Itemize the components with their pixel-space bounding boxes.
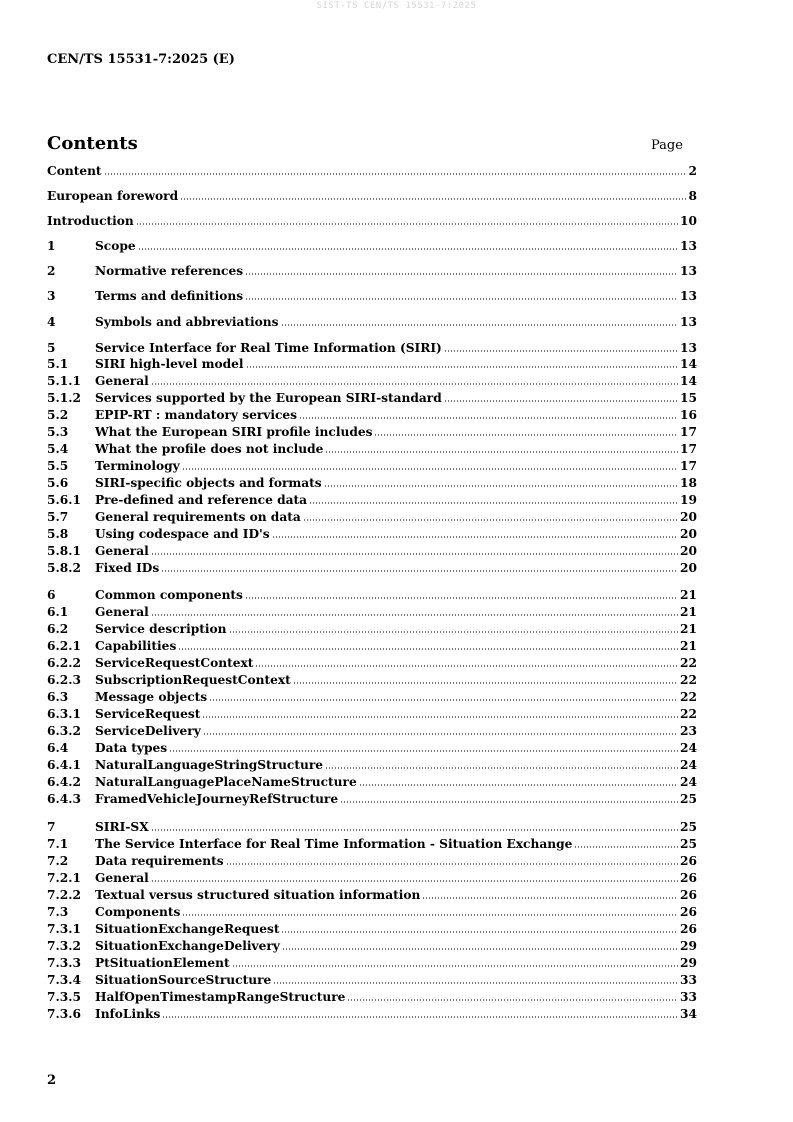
toc-entry-number: 5.6 — [47, 476, 69, 490]
page-column-label: Page — [651, 138, 683, 153]
toc-entry-title: General requirements on data — [95, 510, 301, 524]
toc-entry-page: 20 — [680, 510, 697, 524]
toc-entry-page: 25 — [680, 792, 697, 806]
toc-entry[interactable] — [47, 238, 697, 254]
toc-entry-title: General — [95, 544, 149, 558]
toc-dot-leader — [255, 656, 678, 667]
toc-entry-number: 5.6.1 — [47, 493, 81, 507]
watermark: SIST-TS CEN/TS 15531-7:2025 — [316, 1, 477, 11]
toc-entry-page: 26 — [680, 922, 697, 936]
toc-entry-page: 24 — [680, 758, 697, 772]
toc-entry-number: 3 — [47, 289, 56, 303]
toc-entry[interactable] — [47, 441, 697, 457]
toc-entry-number: 5.3 — [47, 425, 69, 439]
toc-entry-page: 13 — [680, 315, 697, 329]
toc-entry-title: Terms and definitions — [95, 289, 244, 303]
toc-entry-number: 6.4 — [47, 741, 69, 755]
toc-entry[interactable] — [47, 407, 697, 423]
toc-entry-page: 33 — [680, 973, 697, 987]
toc-entry-title: ServiceDelivery — [95, 724, 201, 738]
toc-entry-title: Service description — [95, 622, 227, 636]
toc-entry-number: 4 — [47, 315, 56, 329]
toc-entry-page: 21 — [680, 639, 697, 653]
toc-entry[interactable] — [47, 621, 697, 637]
toc-entry[interactable] — [47, 819, 697, 835]
toc-entry-number: 6 — [47, 588, 56, 602]
toc-entry-number: 7.2.1 — [47, 871, 81, 885]
toc-entry[interactable] — [47, 757, 697, 773]
toc-entry-title: ServiceRequest — [95, 707, 201, 721]
toc-entry-page: 25 — [680, 837, 697, 851]
toc-dot-leader — [232, 956, 678, 967]
toc-entry[interactable] — [47, 870, 697, 886]
toc-dot-leader — [229, 622, 679, 633]
toc-dot-leader — [359, 775, 678, 786]
toc-dot-leader — [324, 476, 678, 487]
toc-dot-leader — [182, 905, 678, 916]
toc-entry[interactable] — [47, 288, 697, 304]
toc-entry-number: 7.3.2 — [47, 939, 81, 953]
toc-entry[interactable] — [47, 740, 697, 756]
toc-entry-number: 7 — [47, 820, 56, 834]
toc-entry-title: Content — [47, 164, 102, 178]
toc-entry[interactable] — [47, 543, 697, 559]
toc-entry-number: 6.2.1 — [47, 639, 81, 653]
toc-dot-leader — [374, 425, 678, 436]
toc-entry-title: Pre-defined and reference data — [95, 493, 308, 507]
toc-entry-title: What the profile does not include — [95, 442, 324, 456]
toc-entry[interactable] — [47, 836, 697, 852]
toc-dot-leader — [281, 922, 678, 933]
toc-entry-page: 21 — [680, 622, 697, 636]
toc-entry-title: InfoLinks — [95, 1007, 161, 1021]
toc-entry-page: 17 — [680, 459, 697, 473]
toc-entry[interactable] — [47, 904, 697, 920]
toc-dot-leader — [340, 792, 678, 803]
toc-entry-number: 5.5 — [47, 459, 69, 473]
toc-entry[interactable] — [47, 587, 697, 603]
toc-entry[interactable] — [47, 638, 697, 654]
toc-entry-number: 6.2.3 — [47, 673, 81, 687]
toc-entry-number: 7.1 — [47, 837, 69, 851]
toc-entry-number: 6.1 — [47, 605, 69, 619]
toc-dot-leader — [245, 289, 678, 300]
toc-entry-page: 20 — [680, 544, 697, 558]
toc-entry-page: 17 — [680, 442, 697, 456]
toc-entry-page: 16 — [680, 408, 697, 422]
toc-entry-title: Service Interface for Real Time Information (SIRI) — [95, 341, 442, 355]
toc-dot-leader — [325, 758, 678, 769]
toc-entry-title: SubscriptionRequestContext — [95, 673, 291, 687]
toc-dot-leader — [273, 973, 678, 984]
toc-entry-number: 1 — [47, 239, 56, 253]
toc-dot-leader — [180, 189, 686, 200]
toc-entry[interactable] — [47, 989, 697, 1005]
toc-dot-leader — [151, 605, 678, 616]
toc-entry-page: 26 — [680, 871, 697, 885]
toc-entry-page: 8 — [688, 189, 697, 203]
toc-entry[interactable] — [47, 356, 697, 372]
toc-dot-leader — [281, 315, 679, 326]
toc-entry-number: 6.4.2 — [47, 775, 81, 789]
toc-entry-page: 24 — [680, 741, 697, 755]
toc-entry[interactable] — [47, 604, 697, 620]
toc-entry-title: Using codespace and ID's — [95, 527, 270, 541]
toc-dot-leader — [169, 741, 678, 752]
toc-entry-page: 17 — [680, 425, 697, 439]
toc-dot-leader — [209, 690, 678, 701]
toc-entry-page: 24 — [680, 775, 697, 789]
toc-entry-number: 5.1.2 — [47, 391, 81, 405]
toc-entry[interactable] — [47, 314, 697, 330]
toc-entry-title: SIRI-specific objects and formats — [95, 476, 322, 490]
toc-entry-number: 7.3.4 — [47, 973, 81, 987]
toc-entry-title: Data types — [95, 741, 168, 755]
toc-entry-page: 34 — [680, 1007, 697, 1021]
toc-entry-title: Services supported by the European SIRI-standard — [95, 391, 442, 405]
toc-dot-leader — [226, 854, 678, 865]
toc-entry-page: 26 — [680, 854, 697, 868]
toc-dot-leader — [574, 837, 678, 848]
toc-dot-leader — [309, 493, 678, 504]
toc-entry-page: 26 — [680, 905, 697, 919]
toc-entry[interactable] — [47, 921, 697, 937]
toc-dot-leader — [303, 510, 678, 521]
toc-entry-number: 7.3.1 — [47, 922, 81, 936]
toc-entry-number: 5.4 — [47, 442, 69, 456]
toc-entry-number: 5.2 — [47, 408, 69, 422]
toc-entry-number: 7.2.2 — [47, 888, 81, 902]
toc-entry[interactable] — [47, 188, 697, 204]
toc-entry-page: 22 — [680, 707, 697, 721]
toc-dot-leader — [444, 391, 678, 402]
toc-entry-title: ServiceRequestContext — [95, 656, 254, 670]
toc-entry-page: 15 — [680, 391, 697, 405]
toc-dot-leader — [245, 264, 678, 275]
toc-dot-leader — [162, 1007, 678, 1018]
toc-entry-page: 29 — [680, 939, 697, 953]
toc-entry[interactable] — [47, 492, 697, 508]
toc-entry[interactable] — [47, 163, 697, 179]
toc-entry[interactable] — [47, 723, 697, 739]
toc-dot-leader — [325, 442, 678, 453]
toc-dot-leader — [151, 374, 678, 385]
page-number: 2 — [47, 1073, 57, 1088]
toc-entry-number: 6.4.1 — [47, 758, 81, 772]
toc-entry-number: 7.2 — [47, 854, 69, 868]
toc-dot-leader — [245, 588, 678, 599]
toc-dot-leader — [282, 939, 678, 950]
toc-dot-leader — [347, 990, 678, 1001]
toc-dot-leader — [293, 673, 678, 684]
toc-entry-page: 13 — [680, 264, 697, 278]
toc-dot-leader — [151, 871, 678, 882]
toc-entry-page: 23 — [680, 724, 697, 738]
toc-entry[interactable] — [47, 390, 697, 406]
toc-entry-title: SituationExchangeRequest — [95, 922, 280, 936]
toc-entry-number: 5.1.1 — [47, 374, 81, 388]
toc-entry[interactable] — [47, 853, 697, 869]
toc-entry-title: Symbols and abbreviations — [95, 315, 279, 329]
toc-entry-number: 5.8.1 — [47, 544, 81, 558]
toc-entry-page: 13 — [680, 289, 697, 303]
toc-entry[interactable] — [47, 774, 697, 790]
toc-entry-number: 7.3 — [47, 905, 69, 919]
toc-entry-page: 29 — [680, 956, 697, 970]
toc-entry[interactable] — [47, 1006, 697, 1022]
toc-entry[interactable] — [47, 955, 697, 971]
toc-entry-page: 10 — [680, 214, 697, 228]
toc-entry-title: The Service Interface for Real Time Information - Situation Exchange — [95, 837, 573, 851]
toc-entry-page: 14 — [680, 374, 697, 388]
toc-entry-page: 25 — [680, 820, 697, 834]
toc-entry-title: NaturalLanguagePlaceNameStructure — [95, 775, 357, 789]
toc-entry-title: NaturalLanguageStringStructure — [95, 758, 324, 772]
toc-entry-page: 20 — [680, 561, 697, 575]
toc-dot-leader — [104, 164, 687, 175]
toc-entry-number: 5 — [47, 341, 56, 355]
toc-entry-page: 22 — [680, 690, 697, 704]
toc-entry-page: 22 — [680, 656, 697, 670]
toc-entry[interactable] — [47, 475, 697, 491]
toc-dot-leader — [136, 214, 678, 225]
toc-entry-title: General — [95, 871, 149, 885]
toc-entry[interactable] — [47, 887, 697, 903]
toc-entry[interactable] — [47, 706, 697, 722]
toc-dot-leader — [178, 639, 678, 650]
toc-entry-title: Data requirements — [95, 854, 224, 868]
toc-entry-number: 5.8 — [47, 527, 69, 541]
toc-entry-title: Introduction — [47, 214, 134, 228]
toc-entry[interactable] — [47, 263, 697, 279]
toc-entry-title: Fixed IDs — [95, 561, 160, 575]
toc-entry-title: Common components — [95, 588, 243, 602]
toc-dot-leader — [151, 820, 678, 831]
toc-entry-page: 14 — [680, 357, 697, 371]
toc-entry-number: 6.3.1 — [47, 707, 81, 721]
toc-entry[interactable] — [47, 672, 697, 688]
toc-entry-title: EPIP-RT : mandatory services — [95, 408, 298, 422]
toc-entry[interactable] — [47, 655, 697, 671]
toc-entry-title: SIRI high-level model — [95, 357, 244, 371]
toc-entry[interactable] — [47, 213, 697, 229]
toc-dot-leader — [138, 239, 678, 250]
toc-entry[interactable] — [47, 938, 697, 954]
toc-entry-title: Terminology — [95, 459, 180, 473]
toc-entry-number: 2 — [47, 264, 56, 278]
page-title: Contents — [47, 133, 138, 154]
toc-dot-leader — [161, 561, 678, 572]
toc-entry-title: SIRI-SX — [95, 820, 149, 834]
toc-entry-title: Message objects — [95, 690, 208, 704]
toc-entry[interactable] — [47, 424, 697, 440]
toc-entry-page: 21 — [680, 605, 697, 619]
document-id: CEN/TS 15531-7:2025 (E) — [47, 52, 235, 67]
toc-dot-leader — [444, 341, 678, 352]
toc-entry-title: HalfOpenTimestampRangeStructure — [95, 990, 346, 1004]
toc-entry-number: 5.7 — [47, 510, 69, 524]
toc-entry-title: General — [95, 374, 149, 388]
toc-dot-leader — [422, 888, 678, 899]
toc-entry-title: Capabilities — [95, 639, 177, 653]
toc-entry-number: 5.1 — [47, 357, 69, 371]
toc-entry-page: 26 — [680, 888, 697, 902]
toc-entry-page: 20 — [680, 527, 697, 541]
toc-entry-page: 22 — [680, 673, 697, 687]
toc-entry-number: 7.3.6 — [47, 1007, 81, 1021]
toc-entry[interactable] — [47, 791, 697, 807]
toc-entry[interactable] — [47, 373, 697, 389]
toc-entry-number: 6.4.3 — [47, 792, 81, 806]
toc-entry[interactable] — [47, 458, 697, 474]
toc-entry-title: European foreword — [47, 189, 179, 203]
toc-entry[interactable] — [47, 689, 697, 705]
toc-dot-leader — [202, 707, 678, 718]
toc-entry-title: Scope — [95, 239, 136, 253]
toc-entry-title: Normative references — [95, 264, 244, 278]
toc-entry-title: PtSituationElement — [95, 956, 230, 970]
toc-entry-number: 6.2.2 — [47, 656, 81, 670]
toc-dot-leader — [151, 544, 678, 555]
toc-entry[interactable] — [47, 972, 697, 988]
toc-entry[interactable] — [47, 340, 697, 356]
toc-entry-number: 6.2 — [47, 622, 69, 636]
toc-entry-number: 6.3.2 — [47, 724, 81, 738]
toc-entry[interactable] — [47, 526, 697, 542]
toc-entry-title: What the European SIRI profile includes — [95, 425, 373, 439]
toc-entry-number: 7.3.5 — [47, 990, 81, 1004]
toc-entry-title: FramedVehicleJourneyRefStructure — [95, 792, 339, 806]
toc-dot-leader — [203, 724, 678, 735]
toc-entry-page: 19 — [680, 493, 697, 507]
toc-entry-title: SituationSourceStructure — [95, 973, 272, 987]
toc-dot-leader — [299, 408, 678, 419]
toc-entry-title: Components — [95, 905, 181, 919]
toc-entry-page: 33 — [680, 990, 697, 1004]
toc-entry[interactable] — [47, 560, 697, 576]
toc-entry-title: SituationExchangeDelivery — [95, 939, 280, 953]
toc-entry-number: 7.3.3 — [47, 956, 81, 970]
toc-entry-page: 13 — [680, 239, 697, 253]
toc-entry-page: 21 — [680, 588, 697, 602]
toc-entry[interactable] — [47, 509, 697, 525]
toc-dot-leader — [246, 357, 679, 368]
toc-entry-number: 5.8.2 — [47, 561, 81, 575]
toc-entry-page: 13 — [680, 341, 697, 355]
toc-entry-title: General — [95, 605, 149, 619]
toc-dot-leader — [182, 459, 678, 470]
toc-entry-page: 18 — [680, 476, 697, 490]
toc-dot-leader — [272, 527, 678, 538]
toc-entry-title: Textual versus structured situation information — [95, 888, 421, 902]
toc-entry-number: 6.3 — [47, 690, 69, 704]
toc-entry-page: 2 — [688, 164, 697, 178]
